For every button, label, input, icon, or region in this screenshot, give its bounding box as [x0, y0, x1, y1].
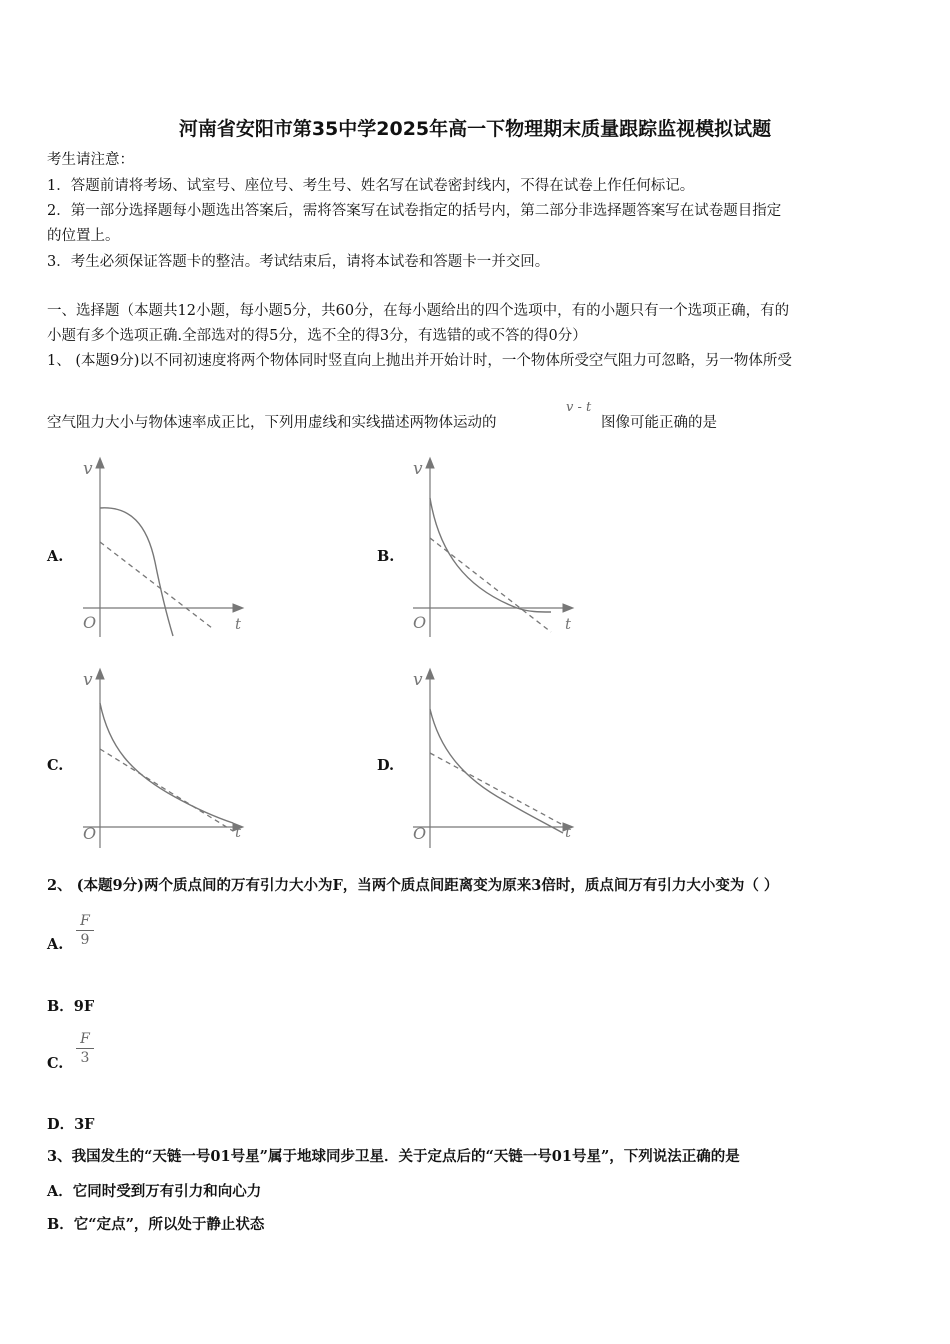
option-b-text[interactable]: B．9F	[47, 998, 95, 1015]
graph-d	[405, 663, 585, 853]
q3-stem: 3、我国发生的“天链一号01号星”属于地球同步卫星．关于定点后的“天链一号01号星”，下列说法正确的是	[47, 1148, 740, 1165]
option-a-label[interactable]: A.	[47, 548, 64, 565]
graph-c	[75, 663, 255, 853]
fraction-denominator: 3	[80, 1050, 90, 1066]
q1-stem: 1、 (本题9分)以不同初速度将两个物体同时竖直向上抛出并开始计时，一个物体所受空气阻力可忽略，另一物体所受	[47, 353, 792, 369]
fraction-f-over-3	[76, 1031, 94, 1066]
option-d-text[interactable]: D．3F	[47, 1116, 95, 1133]
fraction-f-over-9	[76, 913, 94, 948]
t-axis-label: t	[565, 615, 572, 633]
origin-label: O	[413, 824, 427, 843]
q2-stem: 2、 (本题9分)两个质点间的万有引力大小为F，当两个质点间距离变为原来3倍时，质点间万有引力大小变为（ ）	[47, 877, 779, 894]
vt-label: v - t	[566, 400, 592, 415]
notice-heading: 考生请注意：	[47, 152, 134, 168]
origin-label: O	[83, 613, 97, 632]
notice-item: 的位置上。	[47, 228, 120, 244]
notice-item: 1．答题前请将考场、试室号、座位号、考生号、姓名写在试卷密封线内，不得在试卷上作任何标记。	[47, 178, 695, 194]
option-c-label[interactable]: C.	[47, 1055, 64, 1072]
fraction-numerator: F	[80, 913, 90, 929]
option-c-label[interactable]: C.	[47, 757, 64, 774]
v-axis-label: v	[83, 459, 93, 479]
graph-a	[75, 452, 255, 642]
option-b-text[interactable]: B．它“定点”，所以处于静止状态	[47, 1216, 265, 1233]
option-a-text[interactable]: A．它同时受到万有引力和向心力	[47, 1183, 262, 1200]
notice-item: 3．考生必须保证答题卡的整洁。考试结束后，请将本试卷和答题卡一并交回。	[47, 254, 550, 270]
v-axis-label: v	[413, 670, 423, 690]
option-a-label[interactable]: A.	[47, 936, 64, 953]
v-axis-label: v	[83, 670, 93, 690]
fraction-denominator: 9	[80, 932, 90, 948]
origin-label: O	[413, 613, 427, 632]
option-d-label[interactable]: D.	[377, 757, 395, 774]
page-title: 河南省安阳市第35中学2025年高一下物理期末质量跟踪监视模拟试题	[178, 118, 772, 140]
v-axis-label: v	[413, 459, 423, 479]
option-b-label[interactable]: B.	[377, 548, 395, 565]
section-instructions: 小题有多个选项正确.全部选对的得5分，选不全的得3分，有选错的或不答的得0分）	[47, 328, 587, 344]
fraction-numerator: F	[80, 1031, 90, 1047]
t-axis-label: t	[565, 823, 572, 841]
q1-stem: 图像可能正确的是	[601, 415, 717, 431]
t-axis-label: t	[235, 823, 242, 841]
graph-b	[405, 452, 585, 642]
origin-label: O	[83, 824, 97, 843]
t-axis-label: t	[235, 615, 242, 633]
notice-item: 2．第一部分选择题每小题选出答案后，需将答案写在试卷指定的括号内，第二部分非选择题答案写在试卷题目指定	[47, 203, 782, 219]
section-instructions: 一、选择题（本题共12小题，每小题5分，共60分，在每小题给出的四个选项中，有的小题只有一个选项正确，有的	[47, 303, 790, 319]
q1-stem: 空气阻力大小与物体速率成正比，下列用虚线和实线描述两物体运动的	[47, 415, 497, 431]
